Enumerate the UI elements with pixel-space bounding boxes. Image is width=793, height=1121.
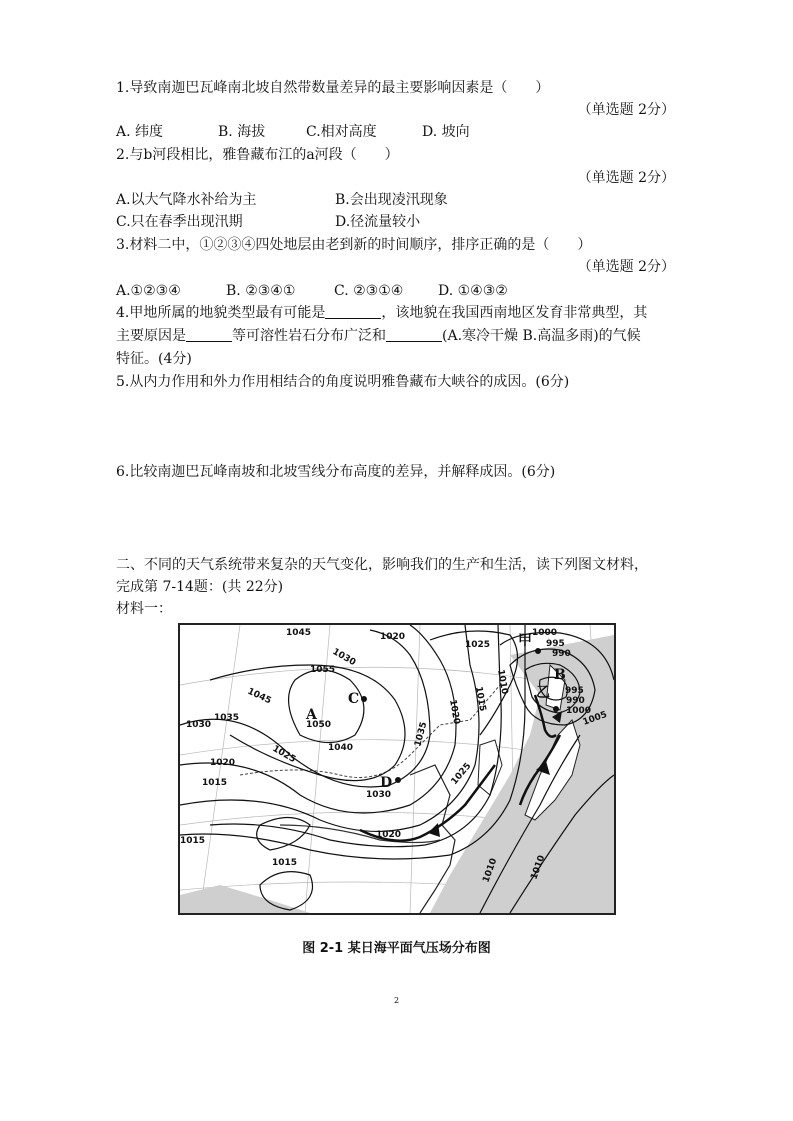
point-marker-jia	[535, 648, 541, 654]
isobar-label: 1025	[465, 640, 491, 650]
material-one-label: 材料一：	[116, 601, 172, 617]
q2-option-c[interactable]: C.只在春季出现汛期	[116, 214, 243, 230]
isobar-label: 1010	[495, 668, 510, 696]
front-triangle	[428, 823, 440, 837]
isobar-label: 1045	[286, 628, 312, 638]
isobar-label: 1010	[481, 857, 500, 885]
isobar-label: 1045	[245, 686, 273, 707]
isobar-label: 1040	[328, 743, 354, 753]
isobar-label: 1020	[447, 698, 462, 726]
q3-option-d[interactable]: D. ①④③②	[438, 283, 508, 299]
isobar-label: 1035	[214, 713, 240, 723]
point-label-jia: 甲	[518, 633, 532, 649]
point-label-yi: 乙	[536, 685, 550, 701]
korea-land	[478, 740, 502, 795]
q2-option-d[interactable]: D.径流量较小	[335, 214, 421, 230]
isobar-label: 1000	[532, 628, 558, 638]
q4-blank-1[interactable]	[325, 304, 381, 319]
border-line	[240, 685, 500, 778]
sea-level-pressure-map	[178, 623, 616, 915]
isobar-label: 1035	[413, 720, 430, 748]
q3-option-a[interactable]: A.①②③④	[116, 283, 181, 299]
figure-caption: 图 2-1 某日海平面气压场分布图	[302, 941, 491, 956]
isobar-label: 1030	[186, 720, 212, 730]
isobar-label: 1030	[330, 646, 358, 669]
isobar-label: 1015	[272, 858, 298, 868]
isobar-label: 990	[566, 696, 585, 706]
q4-blank-2[interactable]	[186, 327, 232, 342]
q1-option-c[interactable]: C.相对高度	[306, 124, 377, 140]
point-marker-c	[361, 696, 367, 702]
q3-stem: 3.材料二中，①②③④四处地层由老到新的时间顺序，排序正确的是（ ）	[116, 237, 592, 253]
q1-option-d[interactable]: D. 坡向	[422, 124, 470, 140]
section2-intro-line2: 完成第 7-14题：(共 22分)	[116, 579, 284, 595]
q4-text-2: ，该地貌在我国西南地区发育非常典型，其	[381, 305, 648, 321]
q1-option-b[interactable]: B. 海拔	[218, 124, 266, 140]
q3-type: （单选题 2分）	[577, 259, 675, 275]
q2-stem: 2.与b河段相比，雅鲁藏布江的a河段（ ）	[116, 147, 399, 163]
q3-option-b[interactable]: B. ②③④①	[226, 283, 296, 299]
isobar-label: 995	[546, 639, 565, 649]
point-label-c: C	[348, 691, 360, 707]
point-label-b: B	[554, 667, 566, 683]
isobar-label: 1025	[449, 761, 474, 787]
isobar-label: 995	[565, 686, 584, 696]
point-marker-yi	[553, 706, 559, 712]
q4-text-3: 主要原因是	[116, 328, 186, 344]
isobar-label: 1015	[202, 778, 228, 788]
isobar-label: 1020	[376, 830, 402, 840]
map-drawing	[180, 625, 614, 913]
isobar-label: 1020	[380, 632, 406, 642]
isobar-label: 990	[552, 649, 571, 659]
q5-stem: 5.从内力作用和外力作用相结合的角度说明雅鲁藏布大峡谷的成因。(6分)	[116, 374, 570, 390]
q3-option-c[interactable]: C. ②③①④	[334, 283, 404, 299]
isobar-label: 1005	[581, 709, 609, 728]
point-label-d: D	[380, 775, 393, 791]
isobar-label: 1030	[366, 790, 392, 800]
q4-text-4: 等可溶性岩石分布广泛和	[232, 328, 386, 344]
q4-line3: 特征。(4分)	[116, 351, 192, 367]
isobar-label: 1015	[473, 685, 488, 713]
q4-blank-3[interactable]	[386, 327, 442, 342]
q1-type: （单选题 2分）	[577, 102, 675, 118]
q4-line1	[116, 303, 647, 323]
isobar-label: 1050	[306, 720, 332, 730]
isobar-label: 1020	[210, 758, 236, 768]
isobar-label: 1025	[270, 743, 298, 766]
q2-option-b[interactable]: B.会出现凌汛现象	[335, 192, 448, 208]
q4-line2	[116, 326, 641, 346]
q4-text-5: (A.寒冷干燥 B.高温多雨)的气候	[442, 328, 641, 344]
ocean-area-south	[180, 885, 310, 913]
point-marker-d	[395, 777, 401, 783]
q6-stem: 6.比较南迦巴瓦峰南坡和北坡雪线分布高度的差异，并解释成因。(6分)	[116, 464, 556, 480]
q1-stem: 1.导致南迦巴瓦峰南北坡自然带数量差异的最主要影响因素是（ ）	[116, 80, 550, 96]
section2-intro-line1: 二、不同的天气系统带来复杂的天气变化，影响我们的生产和生活，读下列图文材料，	[116, 557, 648, 573]
q2-type: （单选题 2分）	[577, 170, 675, 186]
q1-option-a[interactable]: A. 纬度	[116, 124, 164, 140]
isobar-label: 1010	[529, 854, 548, 882]
q4-text-1: 4.甲地所属的地貌类型最有可能是	[116, 305, 326, 321]
page-number: 2	[393, 996, 400, 1005]
isobar-label: 1000	[566, 706, 592, 716]
point-label-a: A	[306, 707, 317, 723]
q2-option-a[interactable]: A.以大气降水补给为主	[116, 192, 257, 208]
isobar-label: 1055	[310, 665, 336, 675]
isobar-label: 1015	[180, 836, 206, 846]
